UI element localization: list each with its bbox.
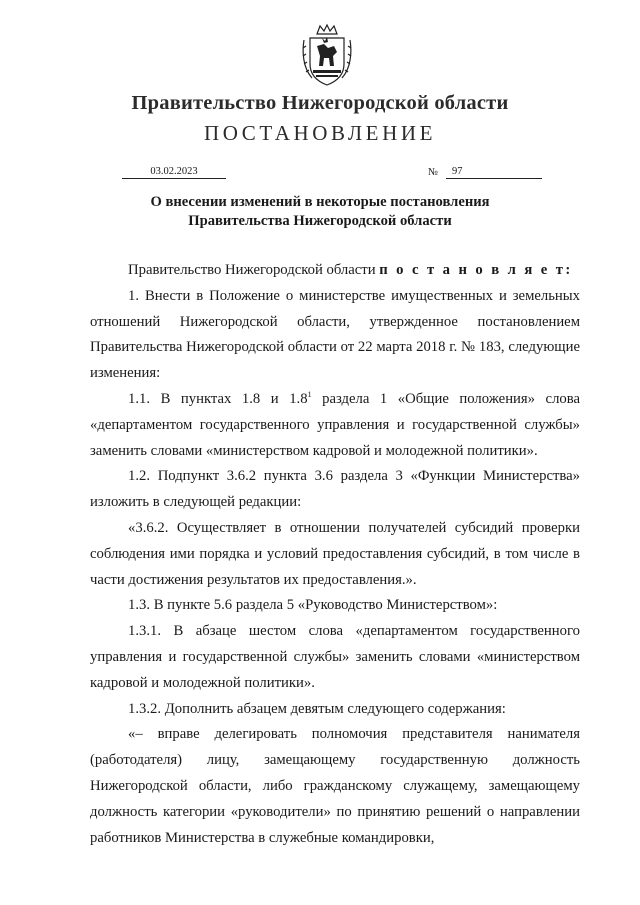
subject-line-2: Правительства Нижегородской области — [188, 213, 452, 229]
paragraph-1-1 — [90, 387, 580, 464]
decree-body — [90, 258, 580, 851]
paragraph-3-6-2-quote: «3.6.2. Осуществляет в отношении получателей субсидий проверки соблюдения ими порядка и условий предоставления субсидий, в том числе в части достижения результатов их предоставления.». — [90, 519, 580, 588]
paragraph-1-3-2: 1.3.2. Дополнить абзацем девятым следующего содержания: — [128, 700, 506, 717]
resolves-word: п о с т а н о в л я е т: — [379, 262, 573, 278]
paragraph-preamble — [90, 258, 580, 284]
decree-number: 97 — [446, 165, 542, 179]
paragraph-1-3: 1.3. В пункте 5.6 раздела 5 «Руководство Министерством»: — [128, 597, 498, 614]
decree-date: 03.02.2023 — [122, 165, 226, 179]
subject-line-1: О внесении изменений в некоторые постановления — [150, 194, 490, 210]
number-sign: № — [428, 167, 439, 178]
paragraph-new-clause: «– вправе делегировать полномочия представителя нанимателя (работодателя) лицу, замещающему государственную должность Нижегородской области, либо гражданскому служащему, замещающему должность категории «руководители» по принятию решений о направлении работников Министерства в служебные командировки, — [90, 726, 580, 846]
paragraph-1-3-1: 1.3.1. В абзаце шестом слова «департаментом государственного управления и государственной службы» заменить словами «министерством кадровой и молодежной политики». — [90, 623, 580, 691]
decree-subject — [0, 193, 640, 231]
coat-of-arms-emblem — [300, 22, 354, 88]
paragraph-1: 1. Внести в Положение о министерстве имущественных и земельных отношений Нижегородской области, утвержденное постановлением Правительства Нижегородской области от 22 марта 2018 г. № 183, следующие изменения: — [90, 287, 580, 382]
paragraph-1-1-end: раздела 1 «Общие положения» слова «департаментом государственного управления и государственной службы» заменить словами «министерством кадровой и молодежной политики». — [90, 390, 580, 459]
superscript: 1 — [307, 390, 312, 400]
paragraph-1-2: 1.2. Подпункт 3.6.2 пункта 3.6 раздела 3 «Функции Министерства» изложить в следующей редакции: — [90, 468, 580, 511]
government-title: Правительство Нижегородской области — [131, 92, 509, 114]
paragraph-1-1-start: 1.1. В пунктах 1.8 и 1.8 — [128, 390, 308, 407]
preamble-text: Правительство Нижегородской области — [128, 262, 376, 278]
document-type-title: ПОСТАНОВЛЕНИЕ — [203, 121, 437, 145]
